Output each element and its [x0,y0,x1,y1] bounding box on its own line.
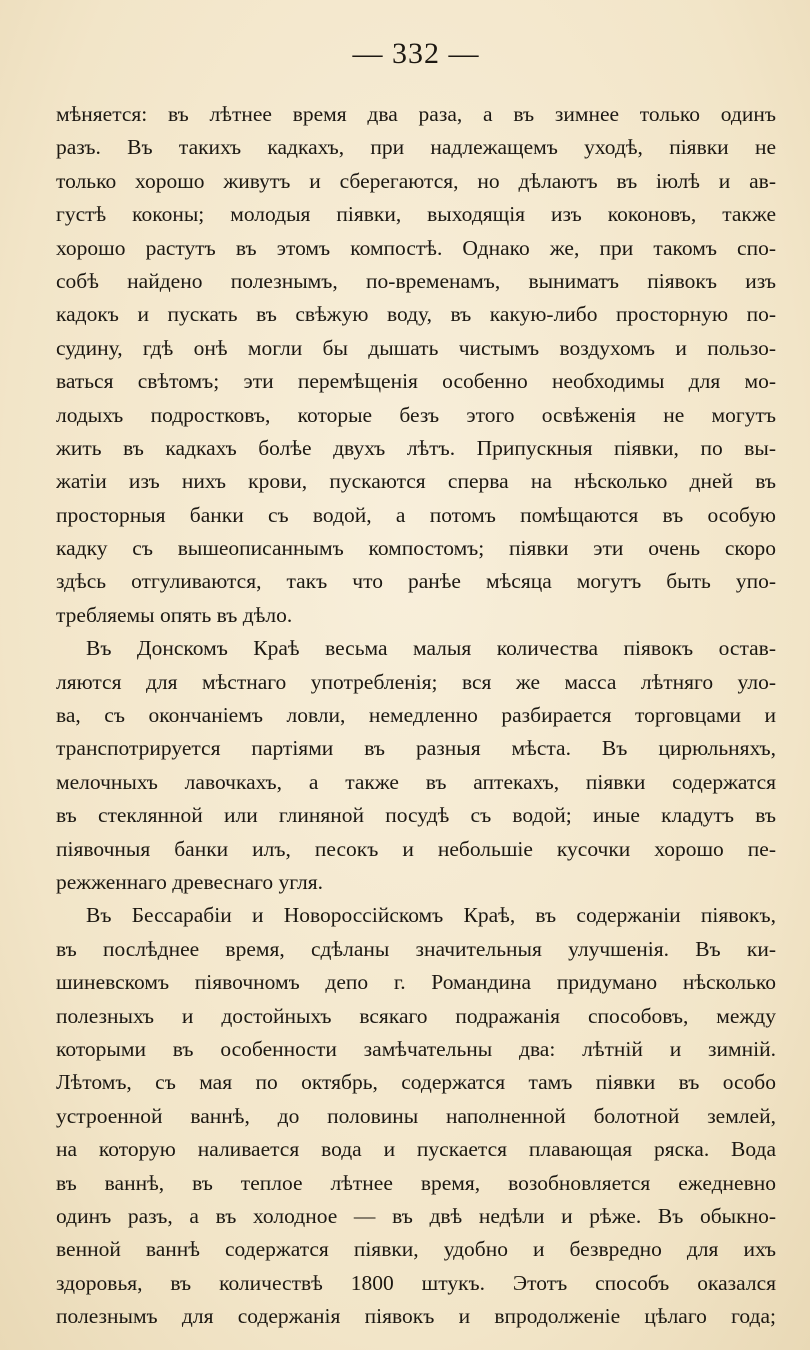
text-line: на которую наливается вода и пускается плавающая ряска. Вода [56,1137,776,1162]
text-line: Лѣтомъ, съ мая по октябрь, содержатся тамъ піявки въ особо [56,1070,776,1095]
text-line: мѣняется: въ лѣтнее время два раза, а въ зимнее только одинъ [56,102,776,126]
text-line: которыми въ особенности замѣчательны два: лѣтній и зимній. [56,1036,776,1061]
text-line: кадокъ и пускать въ свѣжую воду, въ какую-либо просторную по- [56,302,776,327]
text-line: одинъ разъ, а въ холодное — въ двѣ недѣли и рѣже. Въ обыкно- [56,1203,776,1228]
text-line: жить въ кадкахъ болѣе двухъ лѣтъ. Припускныя піявки, по вы- [56,435,776,460]
text-line: ва, съ окончаніемъ ловли, немедленно разбирается торговцами и [56,703,776,728]
text-line: піявочныя банки илъ, песокъ и небольшіе кусочки хорошо пе- [56,836,776,861]
text-line: режженнаго древеснаго угля. [56,869,324,894]
text-line: ваться свѣтомъ; эти перемѣщенія особенно необходимы для мо- [56,369,776,394]
text-line: здоровья, въ количествѣ 1800 штукъ. Этотъ способъ оказался [56,1270,776,1295]
text-line: требляемы опять въ дѣло. [56,602,293,627]
text-line: транспотрируется партіями въ разныя мѣста. Въ цирюльняхъ, [56,736,776,761]
text-line: лодыхъ подростковъ, которые безъ этого освѣженія не могутъ [56,402,776,427]
page-number: — 332 — [352,37,480,70]
text-line: только хорошо живутъ и сберегаются, но дѣлаютъ въ іюлѣ и ав- [56,168,776,193]
text-line: кадку съ вышеописаннымъ компостомъ; піявки эти очень скоро [56,536,776,561]
text-line: ляются для мѣстнаго употребленія; вся же масса лѣтняго уло- [56,669,776,694]
text-line: полезныхъ и достойныхъ всякаго подражанія способовъ, между [56,1003,776,1028]
text-line: Въ Донскомъ Краѣ весьма малыя количества піявокъ остав- [86,636,776,661]
text-line: жатіи изъ нихъ крови, пускаются сперва на нѣсколько дней въ [56,469,776,494]
text-line: венной ваннѣ содержатся піявки, удобно и безвредно для ихъ [56,1237,776,1262]
text-line: хорошо растутъ въ этомъ компостѣ. Однако же, при такомъ спо- [56,235,776,260]
text-line: въ послѣднее время, сдѣланы значительныя улучшенія. Въ ки- [56,936,776,961]
text-line: Въ Бессарабіи и Новороссійскомъ Краѣ, въ содержаніи піявокъ, [86,903,776,928]
text-line: полезнымъ для содержанія піявокъ и впродолженіе цѣлаго года; [56,1304,776,1329]
text-line: собѣ найдено полезнымъ, по-временамъ, выниматъ піявокъ изъ [56,268,776,293]
text-line: густѣ коконы; молодыя піявки, выходящія изъ коконовъ, также [56,202,776,227]
text-line: здѣсь отгуливаются, такъ что ранѣе мѣсяца могутъ быть упо- [56,569,776,594]
text-line: мелочныхъ лавочкахъ, а также въ аптекахъ, піявки содержатся [56,769,776,794]
text-line: въ ваннѣ, въ теплое лѣтнее время, возобновляется ежедневно [56,1170,776,1195]
text-line: шиневскомъ піявочномъ депо г. Романдина придумано нѣсколько [56,970,776,995]
text-line: просторныя банки съ водой, а потомъ помѣщаются въ особую [56,502,776,527]
text-line: устроенной ваннѣ, до половины наполненной болотной землей, [56,1103,776,1128]
text-line: разъ. Въ такихъ кадкахъ, при надлежащемъ уходѣ, піявки не [56,135,776,160]
text-body [56,98,776,1333]
text-line: судину, гдѣ онѣ могли бы дышать чистымъ воздухомъ и пользо- [56,335,776,360]
text-line: въ стеклянной или глиняной посудѣ съ водой; иные кладутъ въ [56,803,776,828]
